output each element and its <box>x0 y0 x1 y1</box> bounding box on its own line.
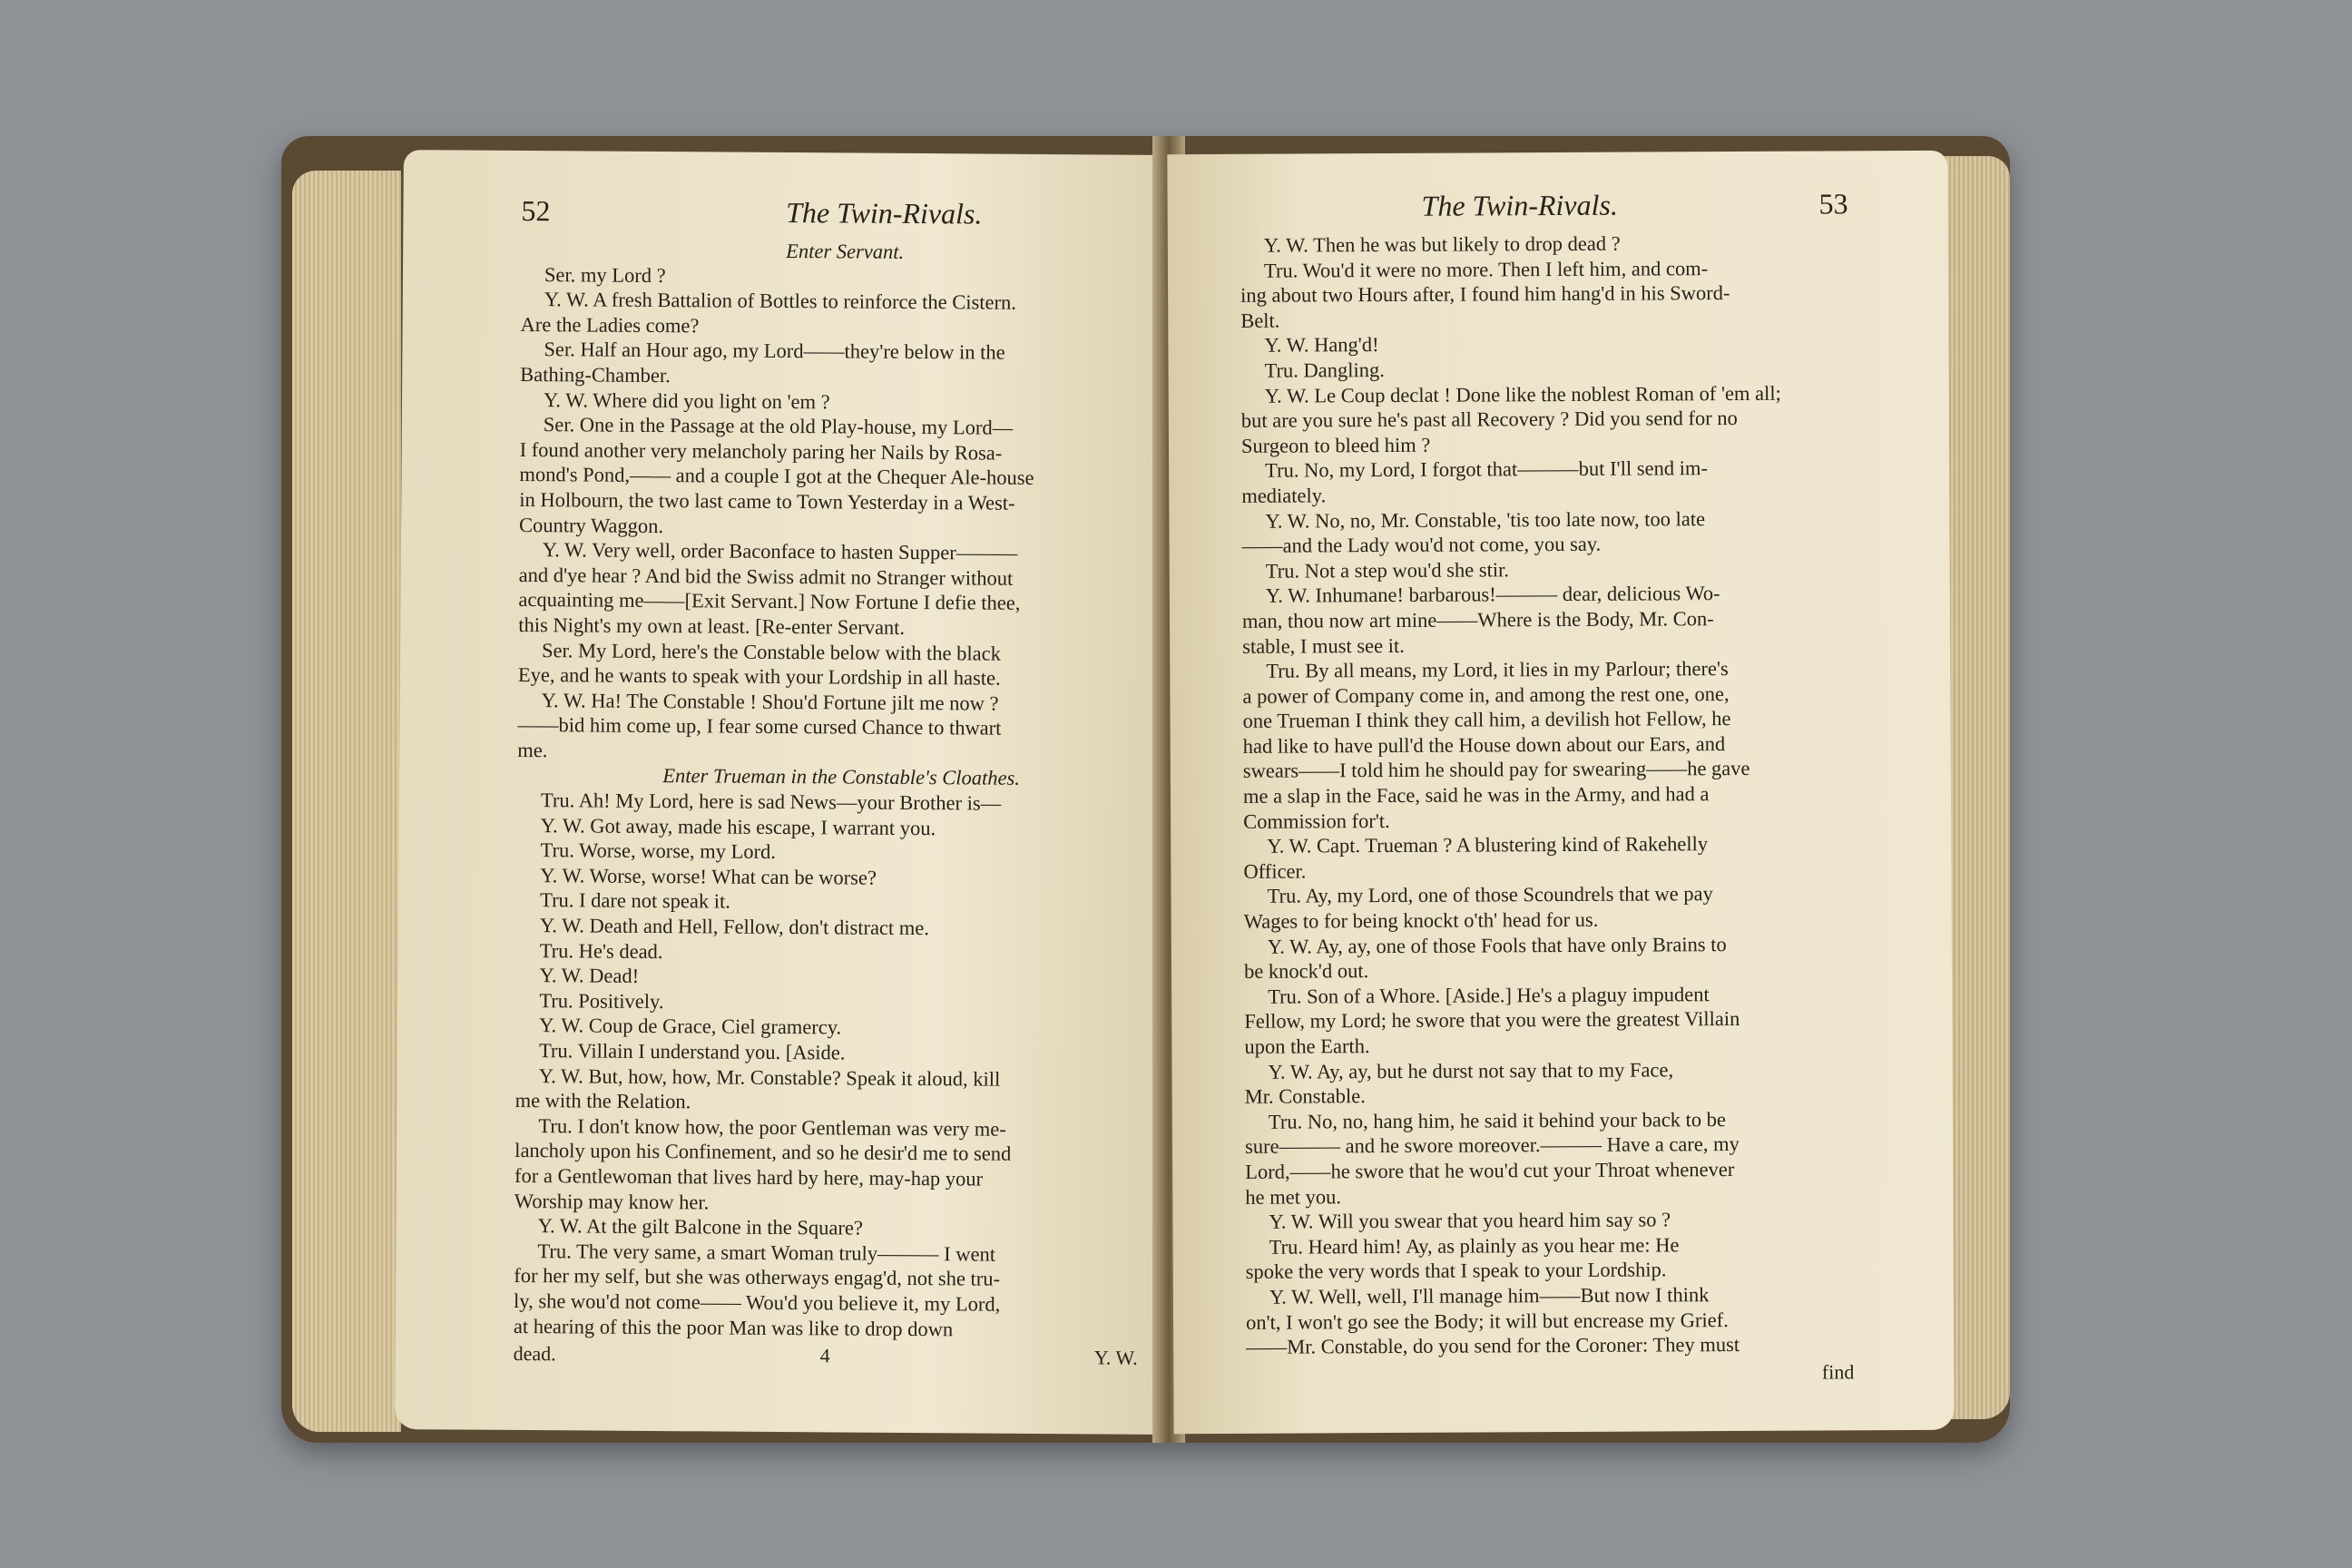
text-line: ly, she wou'd not come—— Wou'd you believe it, my Lord, <box>513 1289 1001 1316</box>
text-line: Ser. my Lord ? <box>544 262 666 287</box>
text-line: Tru. I dare not speak it. <box>540 888 731 914</box>
text-line: a power of Company come in, and among the rest one, one, <box>1242 681 1730 708</box>
text-line: in Holbourn, the two last came to Town Yesterday in a West- <box>519 487 1015 514</box>
text-line: Y. W. But, how, how, Mr. Constable? Speak it aloud, kill <box>538 1063 1001 1091</box>
text-line: for her my self, but she was otherways engag'd, not she tru- <box>514 1264 1001 1291</box>
left-page-header <box>521 194 1145 232</box>
text-line: ——and the Lady wou'd not come, you say. <box>1241 532 1602 557</box>
text-line: stable, I must see it. <box>1242 633 1405 658</box>
text-line: Country Waggon. <box>518 513 664 537</box>
text-line: Wages to for being knockt o'th' head for us. <box>1243 907 1599 933</box>
text-line: upon the Earth. <box>1244 1034 1370 1058</box>
text-line: Tru. Ay, my Lord, one of those Scoundrels that we pay <box>1267 882 1713 908</box>
text-line: Tru. Heard him! Ay, as plainly as you hear me: He <box>1269 1233 1680 1259</box>
text-line: mediately. <box>1241 484 1327 507</box>
text-line: Lord,——he swore that he wou'd cut your Throat whenever <box>1245 1157 1735 1183</box>
text-line: Y. W. Inhumane! barbarous!——— dear, delicious Wo- <box>1265 582 1720 608</box>
text-line: Officer. <box>1243 859 1307 883</box>
text-line: Belt. <box>1240 309 1280 332</box>
text-line: acquainting me——[Exit Servant.] Now Fortune I defie thee, <box>518 588 1021 615</box>
text-line: Tru. Ah! My Lord, here is sad News—your Brother is— <box>540 789 1002 815</box>
left-page-text <box>514 237 1145 1343</box>
text-line: Y. W. Will you swear that you heard him say so ? <box>1269 1208 1671 1233</box>
text-line: Enter Trueman in the Constable's Cloathes. <box>662 764 1020 790</box>
text-line: Y. W. Ay, ay, but he durst not say that to my Face, <box>1268 1057 1674 1083</box>
text-line: Ser. One in the Passage at the old Play-house, my Lord— <box>543 413 1014 439</box>
text-line: Fellow, my Lord; he swore that you were the greatest Villain <box>1244 1007 1740 1034</box>
text-line: Tru. I don't know how, the poor Gentleman was very me- <box>538 1113 1006 1141</box>
text-line: Tru. He's dead. <box>539 938 663 963</box>
text-line: Y. W. Well, well, I'll manage him——But now I think <box>1269 1283 1710 1308</box>
text-line: one Trueman I think they call him, a devilish hot Fellow, he <box>1242 707 1731 733</box>
text-line: I found another very melancholy paring her Nails by Rosa- <box>519 437 1003 465</box>
text-line: Y. W. Death and Hell, Fellow, don't distract me. <box>539 914 930 940</box>
right-page <box>1167 151 1954 1434</box>
text-line: Tru. No, no, hang him, he said it behind your back to be <box>1268 1107 1727 1133</box>
text-line: Tru. Wou'd it were no more. Then I left him, and com- <box>1263 256 1709 282</box>
text-line: me a slap in the Face, said he was in the Army, and had a <box>1242 782 1710 808</box>
text-line: Tru. The very same, a smart Woman truly——— I went <box>537 1239 996 1266</box>
right-catchword: find <box>1821 1360 1855 1384</box>
text-line: Tru. Positively. <box>539 988 664 1013</box>
text-line: ing about two Hours after, I found him hang'd in his Sword- <box>1240 281 1730 308</box>
text-line: Surgeon to bleed him ? <box>1240 433 1431 457</box>
left-page-number: 52 <box>521 193 551 228</box>
text-line: and d'ye hear ? And bid the Swiss admit no Stranger without <box>518 563 1014 590</box>
text-line: Y. W. A fresh Battalion of Bottles to reinforce the Cistern. <box>544 288 1017 314</box>
text-line: mond's Pond,—— and a couple I got at the Chequer Ale-house <box>519 463 1034 490</box>
text-line: man, thou now art mine——Where is the Body, Mr. Con- <box>1241 607 1714 632</box>
text-line: Tru. Worse, worse, my Lord. <box>540 838 777 864</box>
text-line: ——bid him come up, I fear some cursed Chance to thwart <box>517 713 1002 740</box>
text-line: Y. W. Then he was but likely to drop dead ? <box>1263 231 1621 257</box>
text-line: Y. W. Ay, ay, one of those Fools that have only Brains to <box>1267 932 1727 958</box>
text-line: Tru. Son of a Whore. [Aside.] He's a plaguy impudent <box>1268 982 1710 1008</box>
text-line: Eye, and he wants to speak with your Lordship in all haste. <box>517 663 1001 690</box>
text-line: Tru. Dangling. <box>1264 358 1385 382</box>
left-catchword: Y. W. <box>1093 1346 1138 1369</box>
text-line: Y. W. Ha! The Constable ! Shou'd Fortune jilt me now ? <box>541 688 999 715</box>
text-line: Commission for't. <box>1243 808 1390 833</box>
text-line: Enter Servant. <box>786 240 905 263</box>
text-line: Tru. By all means, my Lord, it lies in my Parlour; there's <box>1266 657 1729 682</box>
text-line: but are you sure he's past all Recovery ? Did you send for no <box>1240 407 1738 432</box>
left-running-title: The Twin-Rivals. <box>786 196 983 230</box>
right-page-text <box>1240 230 1854 1359</box>
right-page-header <box>1240 187 1848 224</box>
text-line: had like to have pull'd the House down about our Ears, and <box>1242 731 1726 758</box>
text-line: lancholy upon his Confinement, and so he desir'd me to send <box>514 1139 1012 1166</box>
text-line: be knock'd out. <box>1243 959 1369 984</box>
text-line: Are the Ladies come? <box>520 312 700 338</box>
text-line: Mr. Constable. <box>1244 1084 1366 1109</box>
right-running-title: The Twin-Rivals. <box>1421 188 1619 222</box>
text-line: Y. W. Hang'd! <box>1264 333 1379 358</box>
signature-mark: 4 <box>819 1344 830 1367</box>
text-line: sure——— and he swore moreover.——— Have a care, my <box>1244 1132 1740 1159</box>
text-line: Y. W. Got away, made his escape, I warrant you. <box>540 813 936 839</box>
text-line: Tru. Villain I understand you. [Aside. <box>538 1039 846 1064</box>
text-line: he met you. <box>1245 1184 1342 1209</box>
left-page-footer <box>514 1342 1138 1370</box>
text-line: Y. W. Coup de Grace, Ciel gramercy. <box>539 1014 842 1039</box>
text-line: on't, I won't go see the Body; it will but encrease my Grief. <box>1245 1308 1729 1334</box>
text-line: Ser. My Lord, here's the Constable below with the black <box>542 638 1001 665</box>
text-line: Y. W. Worse, worse! What can be worse? <box>540 863 877 889</box>
text-line: me. <box>517 738 548 762</box>
right-page-footer <box>1246 1360 1854 1387</box>
text-line: Tru. Not a step wou'd she stir. <box>1265 558 1510 583</box>
text-line: me with the Relation. <box>514 1089 691 1113</box>
text-line: Y. W. Where did you light on 'em ? <box>543 387 830 413</box>
text-line: at hearing of this the poor Man was like to drop down <box>513 1314 954 1340</box>
text-line: Bathing-Chamber. <box>520 362 671 387</box>
text-line: Y. W. Very well, order Baconface to hasten Supper——— <box>542 538 1018 564</box>
text-line: for a Gentlewoman that lives hard by here, may-hap your <box>514 1163 984 1191</box>
text-line: Y. W. Dead! <box>539 964 640 988</box>
left-page-edges <box>292 171 401 1432</box>
text-line: Tru. No, my Lord, I forgot that———but I'll send im- <box>1265 456 1708 483</box>
text-line: Ser. Half an Hour ago, my Lord——they're below in the <box>544 338 1005 365</box>
text-line: Y. W. At the gilt Balcone in the Square? <box>537 1214 864 1240</box>
text-line: Worship may know her. <box>514 1189 710 1214</box>
text-line: this Night's my own at least. [Re-enter Servant. <box>518 612 906 639</box>
text-line: swears——I told him he should pay for swearing——he gave <box>1242 757 1750 783</box>
text-line: spoke the very words that I speak to your Lordship. <box>1245 1258 1667 1284</box>
text-line: Y. W. No, no, Mr. Constable, 'tis too late now, too late <box>1265 506 1706 533</box>
text-line: Y. W. Capt. Trueman ? A blustering kind of Rakehelly <box>1267 832 1709 858</box>
text-line: ——Mr. Constable, do you send for the Coroner: They must <box>1246 1333 1740 1358</box>
text-line: Y. W. Le Coup declat ! Done like the noblest Roman of 'em all; <box>1264 381 1781 407</box>
left-page <box>395 150 1171 1435</box>
left-last-word: dead. <box>513 1342 556 1366</box>
right-page-number: 53 <box>1818 187 1848 220</box>
